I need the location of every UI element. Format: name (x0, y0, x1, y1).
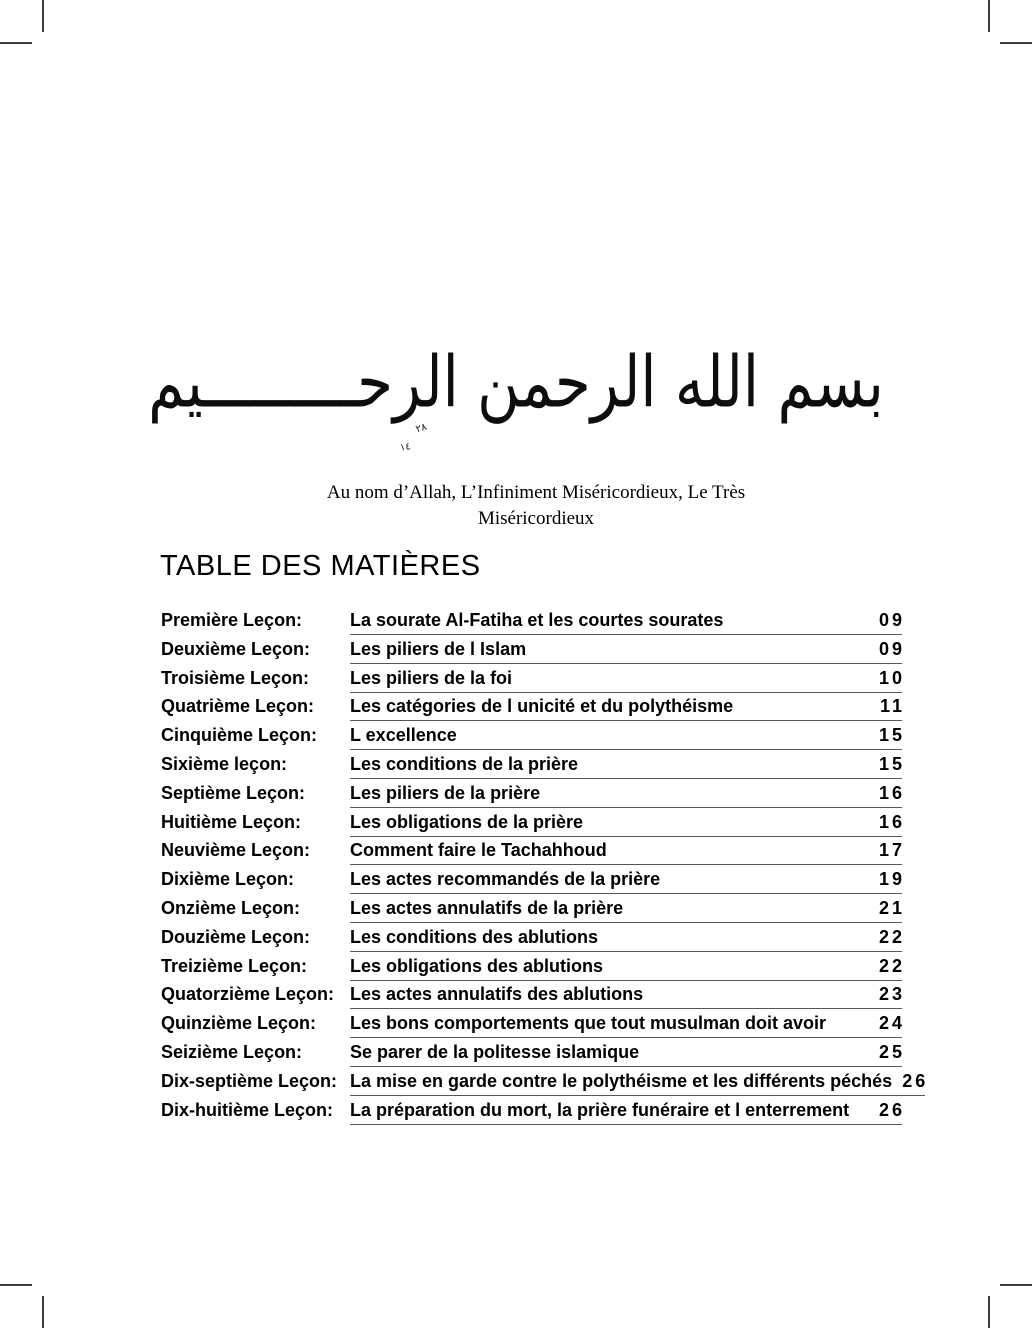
toc-row (161, 782, 905, 808)
lesson-label: Septième Leçon: (161, 782, 306, 803)
toc-row (161, 955, 905, 981)
toc-entry (350, 610, 905, 635)
lesson-title: Les piliers de l Islam (350, 638, 527, 659)
page-number: 11 (879, 696, 905, 717)
bismillah-arabic-text: بسم الله الرحمن الرحـــــــــيم (148, 340, 884, 424)
toc-entry (350, 1070, 929, 1096)
lesson-title: Les actes recommandés de la prière (350, 869, 661, 890)
toc-title: TABLE DES MATIÈRES (160, 550, 481, 582)
page-number: 26 (878, 1099, 905, 1120)
toc-list (161, 610, 929, 1128)
crop-mark-bottom-right-vertical (988, 1296, 990, 1328)
toc-entry (350, 955, 905, 981)
toc-entry (350, 869, 905, 894)
toc-entry (350, 696, 905, 721)
lesson-label: Troisième Leçon: (161, 667, 310, 688)
lesson-label: Deuxième Leçon: (161, 638, 311, 659)
toc-row (161, 869, 905, 894)
crop-mark-bottom-left-vertical (42, 1296, 44, 1328)
lesson-title: Les obligations des ablutions (350, 955, 604, 976)
toc-row (161, 696, 905, 721)
toc-row (161, 1013, 905, 1038)
toc-entry (350, 811, 905, 837)
bismillah-calligraphy (148, 295, 884, 470)
lesson-label: Seizième Leçon: (161, 1041, 303, 1062)
page-number: 24 (878, 1013, 905, 1034)
lesson-label: Neuvième Leçon: (161, 840, 311, 861)
lesson-title: Les catégories de l unicité et du polythéisme (350, 696, 734, 717)
lesson-title: Les obligations de la prière (350, 811, 584, 832)
lesson-title: Les actes annulatifs de la prière (350, 897, 624, 918)
toc-entry (350, 782, 905, 808)
lesson-title: Les piliers de la prière (350, 782, 541, 803)
lesson-label: Sixième leçon: (161, 753, 288, 774)
crop-mark-bottom-left-horizontal (0, 1284, 32, 1286)
toc-row (161, 840, 905, 865)
lesson-title: La mise en garde contre le polythéisme et les différents péchés (350, 1070, 893, 1091)
toc-entry (350, 1099, 905, 1125)
page-number: 16 (878, 811, 905, 832)
toc-row (161, 897, 905, 923)
lesson-title: Comment faire le Tachahhoud (350, 840, 607, 861)
toc-row (161, 984, 905, 1009)
toc-entry (350, 753, 905, 779)
lesson-label: Dix-septième Leçon: (161, 1070, 338, 1091)
toc-row (161, 1070, 929, 1096)
caption-line-2: Miséricordieux (477, 508, 595, 529)
lesson-label: Treizième Leçon: (161, 955, 308, 976)
lesson-label: Cinquième Leçon: (161, 725, 318, 746)
lesson-title: Les conditions des ablutions (350, 926, 599, 947)
toc-entry (350, 984, 905, 1009)
toc-entry (350, 840, 905, 865)
calligrapher-signature-mark-top: ٢٨ (414, 421, 429, 436)
page-number: 10 (878, 667, 905, 688)
toc-entry (350, 725, 905, 750)
toc-entry (350, 897, 905, 923)
lesson-label: Dix-huitième Leçon: (161, 1099, 334, 1120)
toc-row (161, 1099, 905, 1125)
lesson-label: Douzième Leçon: (161, 926, 311, 947)
crop-mark-top-left-horizontal (0, 42, 32, 44)
lesson-label: Onzième Leçon: (161, 897, 301, 918)
toc-row (161, 725, 905, 750)
toc-entry (350, 638, 905, 664)
toc-row (161, 753, 905, 779)
lesson-title: Les bons comportements que tout musulman doit avoir (350, 1013, 827, 1034)
lesson-title: L excellence (350, 725, 457, 746)
lesson-title: Les conditions de la prière (350, 753, 579, 774)
lesson-title: La préparation du mort, la prière funéraire et l enterrement (350, 1099, 850, 1120)
toc-row (161, 811, 905, 837)
crop-mark-top-right-horizontal (1000, 42, 1032, 44)
calligrapher-signature-mark-bottom: ١٤ (399, 441, 412, 454)
page-number: 16 (878, 782, 905, 803)
page-number: 19 (878, 869, 905, 890)
lesson-label: Dixième Leçon: (161, 869, 295, 890)
page-number: 09 (878, 638, 905, 659)
lesson-label: Quatorzième Leçon: (161, 984, 335, 1005)
lesson-title: La sourate Al-Fatiha et les courtes sourates (350, 610, 724, 630)
page-number: 22 (878, 926, 905, 947)
lesson-title: Se parer de la politesse islamique (350, 1041, 640, 1062)
toc-row (161, 638, 905, 664)
lesson-label: Huitième Leçon: (161, 811, 302, 832)
bismillah-translation (266, 480, 806, 532)
crop-mark-top-right-vertical (988, 0, 990, 32)
toc-row (161, 1041, 905, 1067)
page-number: 22 (878, 955, 905, 976)
page-number: 15 (878, 725, 905, 746)
toc-entry (350, 667, 905, 693)
lesson-title: Les actes annulatifs des ablutions (350, 984, 644, 1005)
page-number: 09 (878, 610, 905, 630)
lesson-label: Quatrième Leçon: (161, 696, 315, 717)
page-number: 25 (878, 1041, 905, 1062)
toc-row (161, 926, 905, 952)
lesson-title: Les piliers de la foi (350, 667, 513, 688)
page-number: 15 (878, 753, 905, 774)
lesson-label: Quinzième Leçon: (161, 1013, 317, 1034)
crop-mark-top-left-vertical (42, 0, 44, 32)
page-number: 21 (878, 897, 905, 918)
caption-line-1: Au nom d’Allah, L’Infiniment Miséricordieux, Le Très (326, 482, 746, 503)
page-number: 26 (902, 1070, 929, 1091)
lesson-label: Première Leçon: (161, 610, 303, 630)
toc-entry (350, 1041, 905, 1067)
crop-mark-bottom-right-horizontal (1000, 1284, 1032, 1286)
toc-row (161, 610, 905, 635)
toc-entry (350, 926, 905, 952)
toc-entry (350, 1013, 905, 1038)
toc-row (161, 667, 905, 693)
page-number: 17 (878, 840, 905, 861)
page-number: 23 (878, 984, 905, 1005)
